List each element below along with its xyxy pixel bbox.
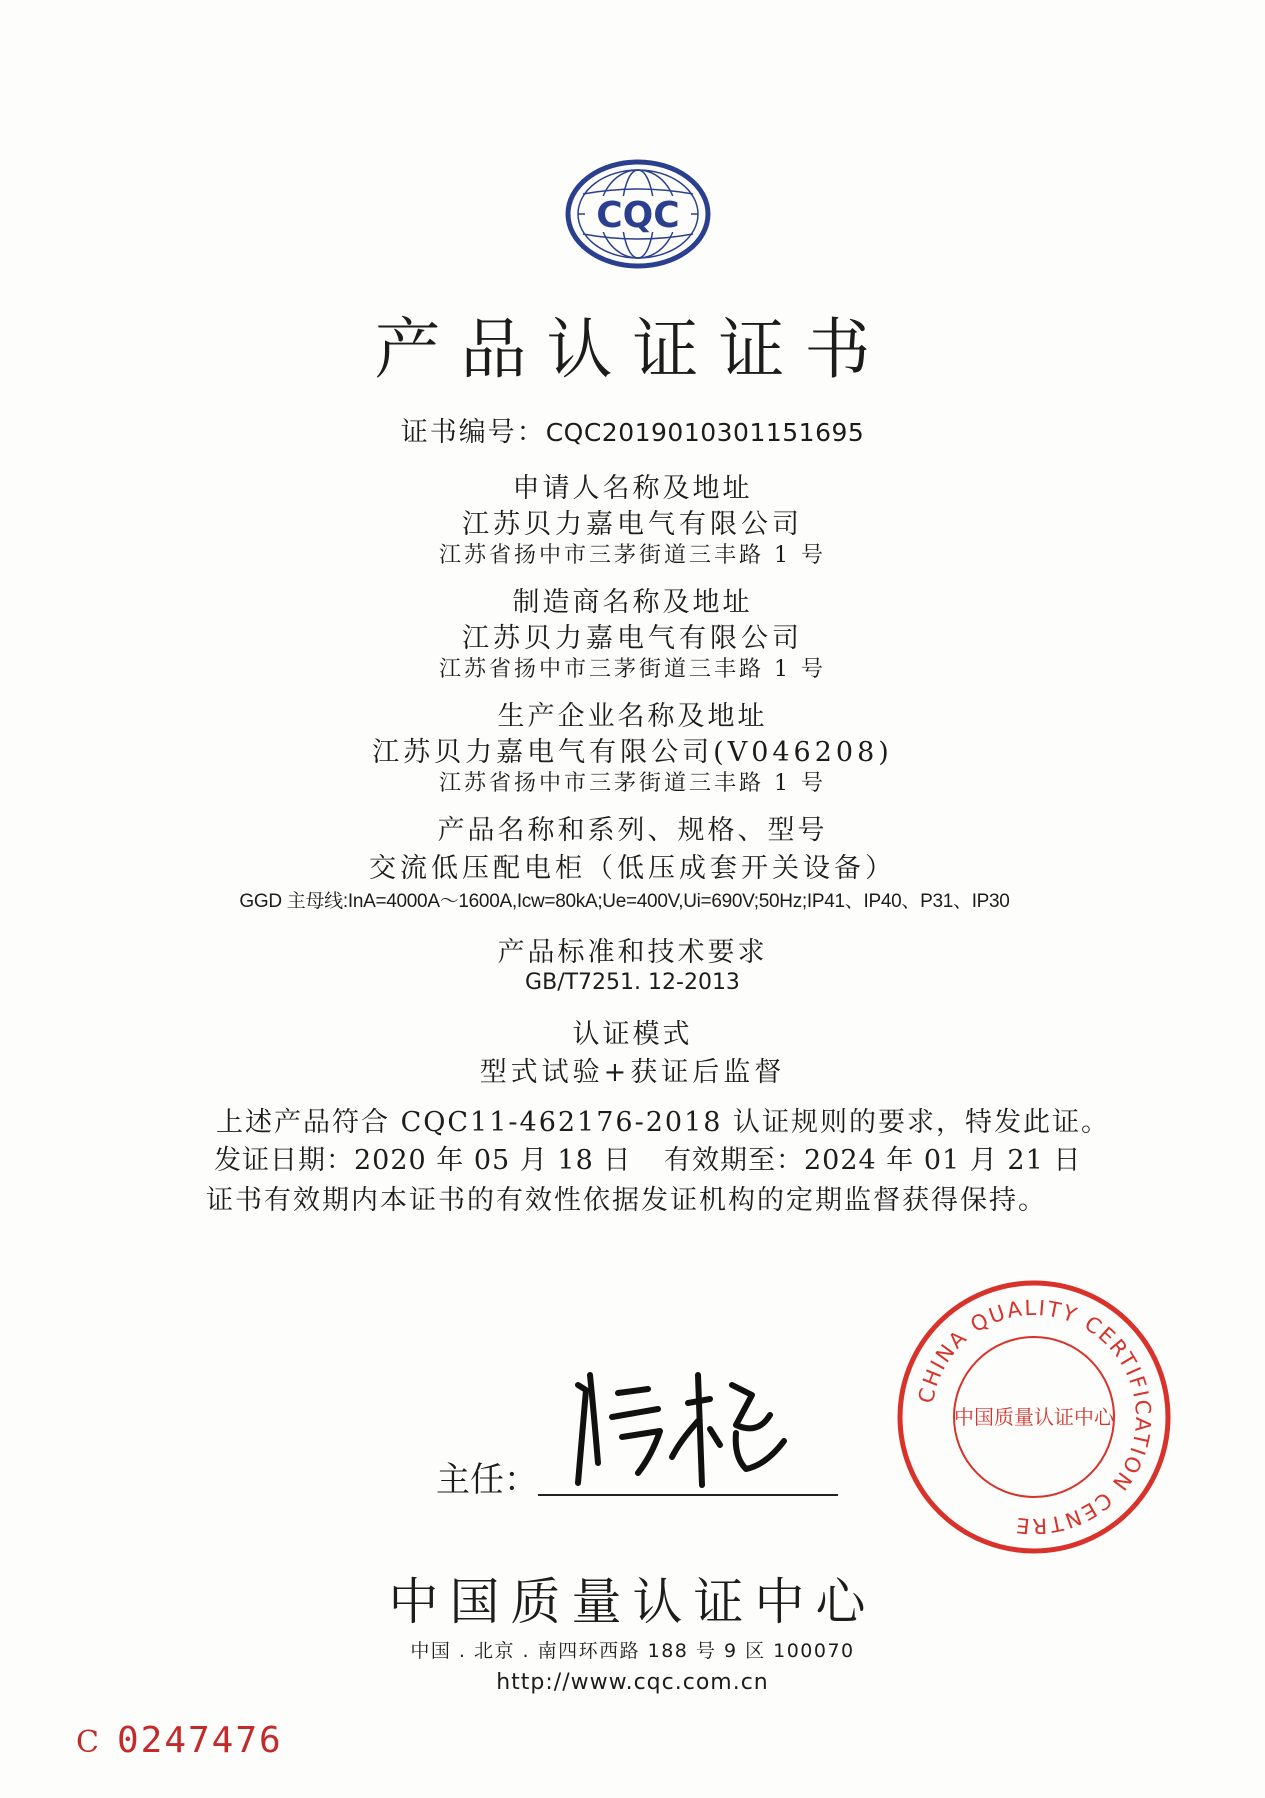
seal-inner-text: 中国质量认证中心 (954, 1405, 1114, 1429)
organization-address: 中国 . 北京 . 南四环西路 188 号 9 区 100070 (410, 1640, 855, 1662)
standard-heading: 产品标准和技术要求 (497, 937, 768, 968)
applicant-name: 江苏贝力嘉电气有限公司 (462, 509, 803, 540)
manufacturer-heading: 制造商名称及地址 (512, 587, 753, 618)
manufacturer-address: 江苏省扬中市三茅街道三丰路 1 号 (439, 657, 826, 682)
director-label: 主任： (436, 1460, 538, 1500)
mode-heading: 认证模式 (572, 1019, 693, 1050)
seal-outer-text: CHINA QUALITY CERTIFICATION CENTRE (913, 1295, 1156, 1539)
manufacturer-name: 江苏贝力嘉电气有限公司 (462, 623, 803, 654)
product-spec: GGD 主母线:InA=4000A～1600A,Icw=80kA;Ue=400V,Ui=690V;50Hz;IP41、IP40、P31、IP30 (239, 891, 1010, 912)
product-heading: 产品名称和系列、规格、型号 (437, 815, 828, 846)
issue-date-label: 发证日期： (214, 1145, 354, 1176)
product-name: 交流低压配电柜（低压成套开关设备） (369, 853, 896, 884)
organization-name: 中国质量认证中心 (388, 1573, 877, 1631)
standard-value: GB/T7251. 12-2013 (525, 970, 740, 995)
signature-line (538, 1494, 838, 1496)
serial-prefix: C (76, 1725, 99, 1760)
cqc-globe-logo-icon (563, 158, 713, 270)
expiry-date-label: 有效期至： (664, 1145, 804, 1176)
cqc-seal-icon (895, 1278, 1173, 1556)
serial-value: 0247476 (116, 1720, 283, 1761)
director-signature-icon (560, 1345, 810, 1490)
organization-url[interactable]: http://www.cqc.com.cn (496, 1670, 769, 1695)
mode-value: 型式试验+获证后监督 (479, 1057, 786, 1088)
factory-name: 江苏贝力嘉电气有限公司(V046208) (372, 737, 893, 768)
expiry-date-row (664, 1138, 1081, 1177)
conformity-statement: 上述产品符合 CQC11-462176-2018 认证规则的要求，特发此证。 (216, 1107, 1111, 1138)
applicant-heading: 申请人名称及地址 (512, 473, 753, 504)
factory-heading: 生产企业名称及地址 (497, 701, 768, 732)
certificate-number (0, 410, 1265, 449)
issue-date-row (214, 1138, 631, 1177)
issue-date-value: 2020 年 05 月 18 日 (354, 1145, 632, 1176)
applicant-address: 江苏省扬中市三茅街道三丰路 1 号 (439, 543, 826, 568)
certificate-number-value: CQC2019010301151695 (545, 418, 865, 447)
certificate-title: 产品认证证书 (374, 311, 891, 388)
validity-note: 证书有效期内本证书的有效性依据发证机构的定期监督获得保持。 (206, 1185, 1047, 1216)
factory-address: 江苏省扬中市三茅街道三丰路 1 号 (439, 771, 826, 796)
certificate-number-label: 证书编号： (400, 417, 546, 448)
expiry-date-value: 2024 年 01 月 21 日 (804, 1145, 1082, 1176)
logo-text: CQC (596, 195, 680, 236)
serial-number (76, 1720, 283, 1761)
